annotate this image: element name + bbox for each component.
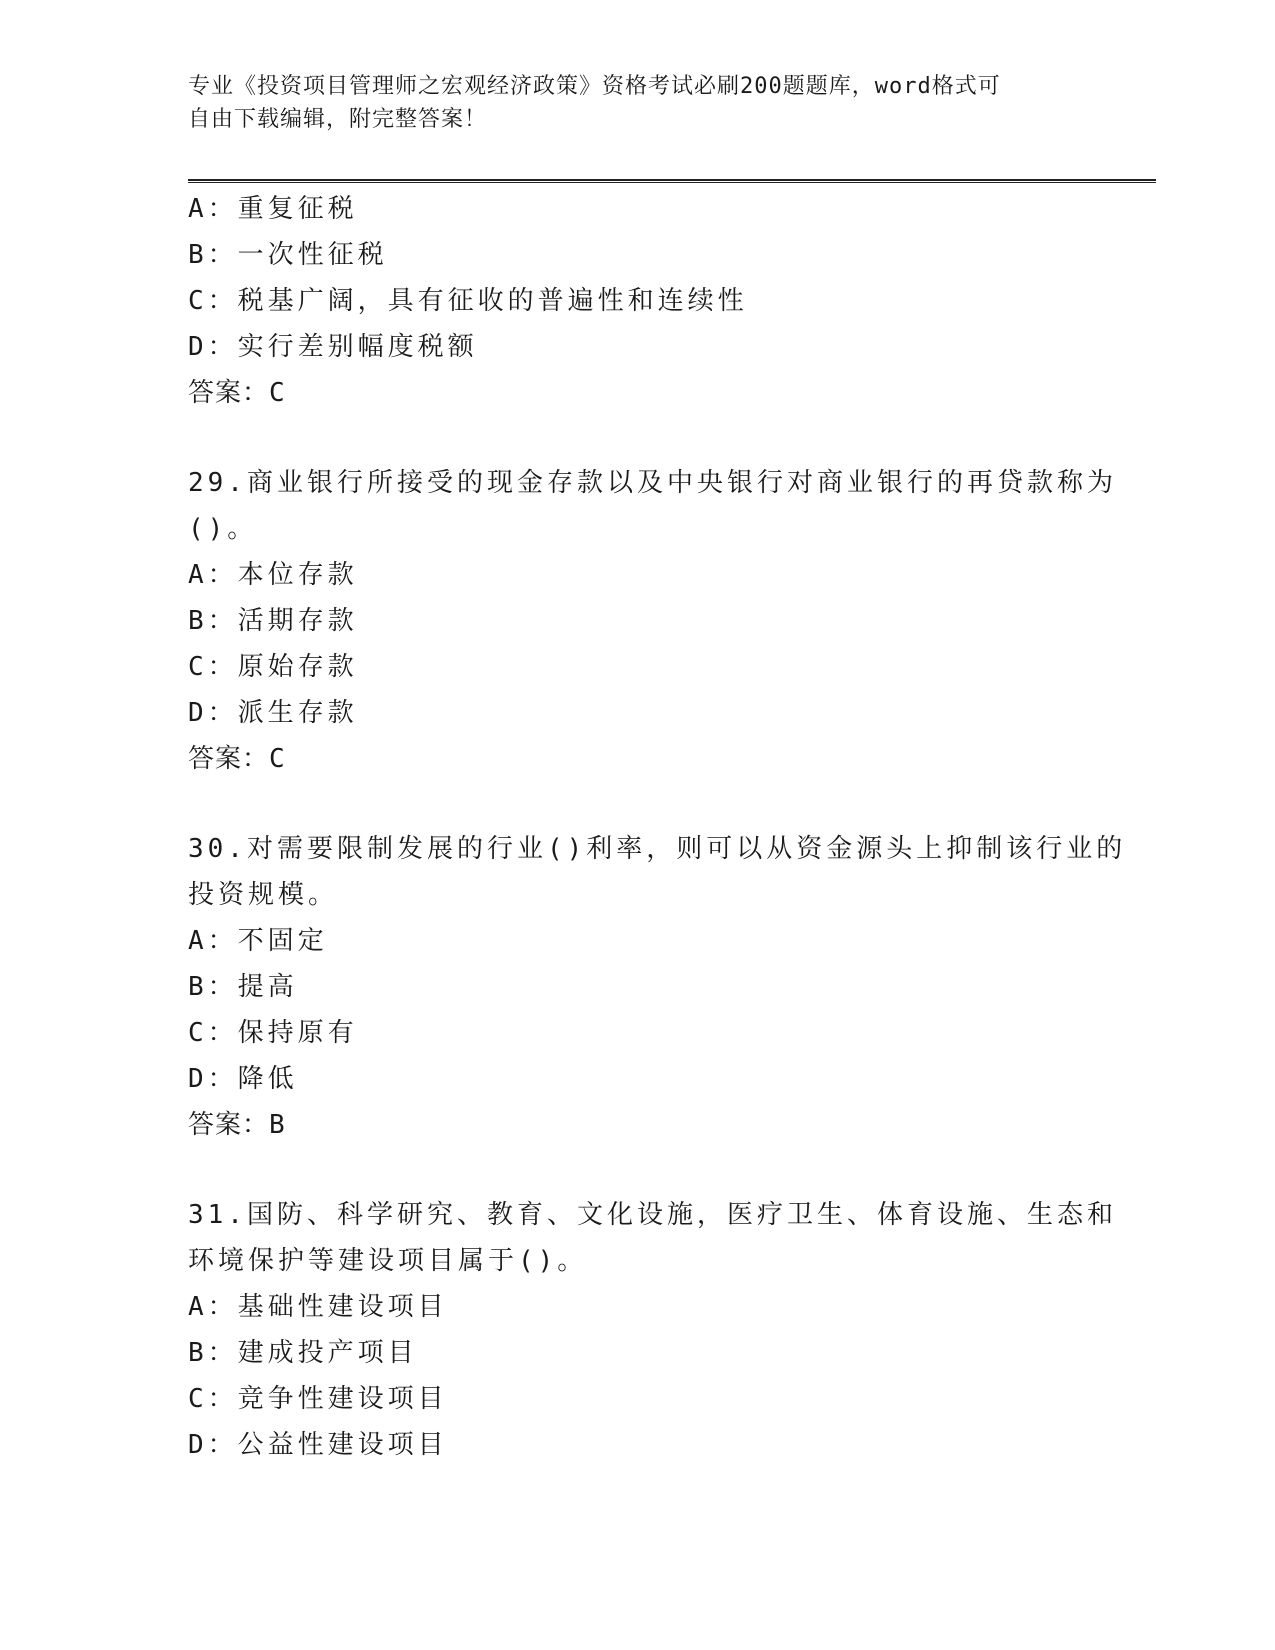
document-header	[188, 70, 1068, 136]
question-list	[188, 186, 1127, 1468]
question-text-line-2: 投资规模。	[188, 880, 339, 910]
spacer	[188, 782, 1088, 826]
option-c: C：竞争性建设项目	[188, 1384, 448, 1414]
question-text-line-2: 环境保护等建设项目属于()。	[188, 1246, 588, 1276]
question-text-line-1: 30.对需要限制发展的行业()利率，则可以从资金源头上抑制该行业的	[188, 834, 1127, 864]
question-31	[188, 1192, 1117, 1468]
option-b: B：一次性征税	[188, 240, 388, 270]
option-a: A：本位存款	[188, 560, 358, 590]
question-text-line-1: 31.国防、科学研究、教育、文化设施，医疗卫生、体育设施、生态和	[188, 1200, 1117, 1230]
header-title-line-1: 专业《投资项目管理师之宏观经济政策》资格考试必刷200题题库，word格式可	[188, 74, 1001, 99]
option-d: D：公益性建设项目	[188, 1430, 448, 1460]
option-d: D：实行差别幅度税额	[188, 332, 478, 362]
spacer	[188, 1148, 1088, 1192]
option-c: C：税基广阔，具有征收的普遍性和连续性	[188, 286, 748, 316]
option-b: B：活期存款	[188, 606, 358, 636]
answer-line: 答案：B	[188, 1110, 286, 1140]
option-a: A：重复征税	[188, 194, 358, 224]
option-b: B：建成投产项目	[188, 1338, 418, 1368]
option-a: A：基础性建设项目	[188, 1292, 448, 1322]
question-30	[188, 826, 1127, 1148]
option-d: D：降低	[188, 1064, 298, 1094]
option-c: C：原始存款	[188, 652, 358, 682]
option-a: A：不固定	[188, 926, 328, 956]
question-text-line-1: 29.商业银行所接受的现金存款以及中央银行对商业银行的再贷款称为	[188, 468, 1117, 498]
question-29	[188, 460, 1117, 782]
answer-line: 答案：C	[188, 378, 286, 408]
spacer	[188, 416, 1088, 460]
answer-line: 答案：C	[188, 744, 286, 774]
option-c: C：保持原有	[188, 1018, 358, 1048]
header-title-line-2: 自由下载编辑，附完整答案！	[188, 107, 488, 132]
option-d: D：派生存款	[188, 698, 358, 728]
question-28-continued	[188, 186, 1088, 416]
header-divider	[188, 179, 1156, 183]
option-b: B：提高	[188, 972, 298, 1002]
question-text-line-2: ()。	[188, 514, 258, 544]
